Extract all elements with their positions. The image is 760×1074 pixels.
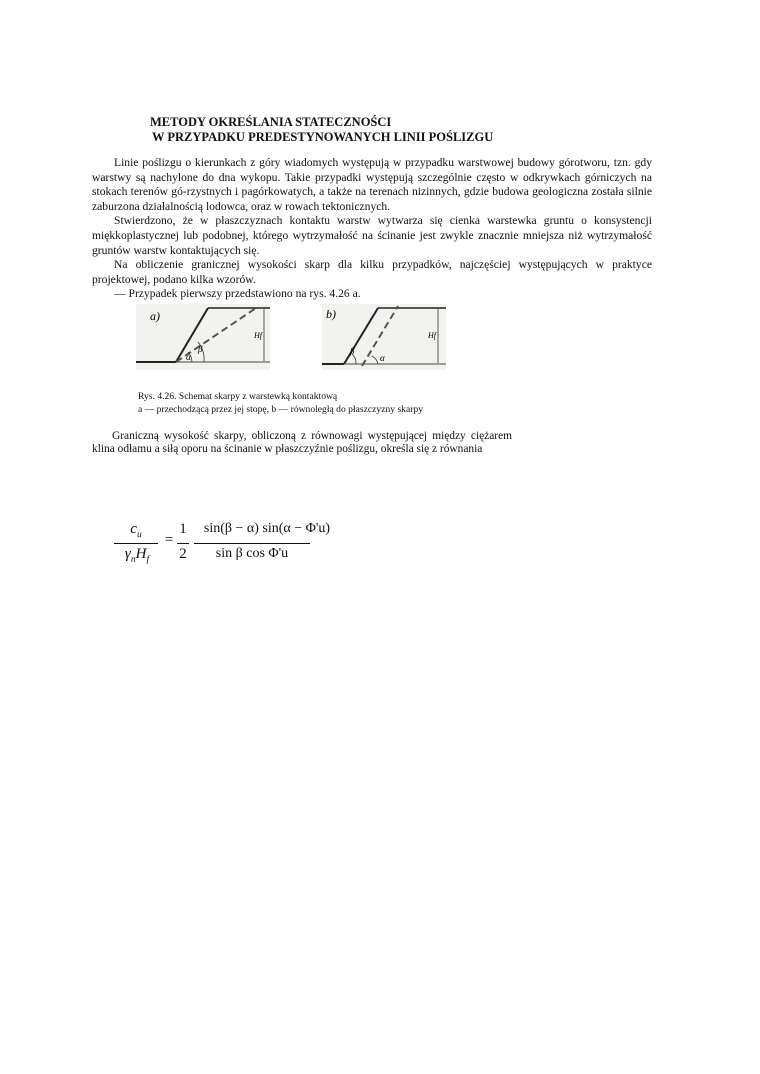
beta-symbol-b: β <box>350 346 355 356</box>
body-text <box>92 156 652 302</box>
stability-formula <box>112 515 332 575</box>
symbol-c: c <box>130 521 137 537</box>
equals-sign: = <box>164 532 174 548</box>
paragraph: Linie poślizgu o kierunkach z góry wiadomych występują w przypadku warstwowej budowy górotworu, tzn. gdy warstwy są nachylone do dna wykopu. Takie przypadki występują szczególnie często w odkrywkach górniczych na stokach terenów gó-rzystnych i pagórkowatych, a także na terenach nizinnych, gdzie budowa geologiczna została silnie zaburzona działalnością lodowca, oraz w rowach tektonicznych. <box>92 156 652 213</box>
paragraph: — Przypadek pierwszy przedstawiono na rys. 4.26 a. <box>114 287 361 301</box>
height-label-b: Hf <box>428 331 436 340</box>
alpha-symbol-a: α <box>186 352 191 362</box>
height-label-a: Hf <box>254 331 262 340</box>
figure-label-b: b) <box>326 307 336 321</box>
formula-lhs-numerator <box>118 521 154 540</box>
caption-line-2: a — przechodzącą przez jej stopę, b — równoległą do płaszczyzny skarpy <box>138 404 424 415</box>
half-numerator: 1 <box>179 521 187 537</box>
half-denominator: 2 <box>179 546 187 562</box>
slope-diagram-b <box>322 304 446 370</box>
figure-caption <box>138 390 423 416</box>
fraction-bar <box>114 543 158 544</box>
beta-symbol-a: β <box>198 344 203 354</box>
formula-rhs-numerator: sin(β − α) sin(α − Φ'u) <box>203 521 331 536</box>
body-text-2 <box>92 430 512 455</box>
fraction-bar <box>194 543 310 544</box>
symbol-h: H <box>135 546 147 562</box>
formula-rhs-denominator: sin β cos Φ'u <box>215 546 289 561</box>
figure-label-a: a) <box>150 309 160 323</box>
formula-lhs-denominator <box>112 546 162 565</box>
caption-line-1: Rys. 4.26. Schemat skarpy z warstewką kontaktową <box>138 391 338 402</box>
fraction-bar <box>177 543 189 544</box>
figure-4-26 <box>136 304 456 370</box>
paragraph: Stwierdzono, że w płaszczyznach kontaktu warstw wytwarza się cienka warstewka gruntu o konsystencji miękkoplastycznej lub podobnej, którego wytrzymałość na ścinanie jest zwykle znacznie mniejsza niż wytrzymałość gruntów warstw kontaktujących się. <box>92 214 652 257</box>
slope-diagram-a <box>136 304 270 370</box>
subscript-n: n <box>130 555 136 565</box>
paragraph: Graniczną wysokość skarpy, obliczoną z równowagi występującej między ciężarem klina odłamu a siłą oporu na ścinanie w płaszczyźnie poślizgu, określa się z równania <box>92 430 512 455</box>
subscript-u: u <box>136 530 142 540</box>
title-line-2: W PRZYPADKU PREDESTYNOWANYCH LINII POŚLIZGU <box>152 130 494 144</box>
document-title <box>150 115 493 145</box>
alpha-symbol-b: α <box>380 353 385 363</box>
symbol-gamma: γ <box>124 546 131 562</box>
paragraph: Na obliczenie granicznej wysokości skarp dla kilku przypadków, najczęściej występujących w praktyce projektowej, podano kilka wzorów. <box>92 258 652 286</box>
title-line-1: METODY OKREŚLANIA STATECZNOŚCI <box>150 115 392 129</box>
subscript-f: f <box>146 555 150 565</box>
